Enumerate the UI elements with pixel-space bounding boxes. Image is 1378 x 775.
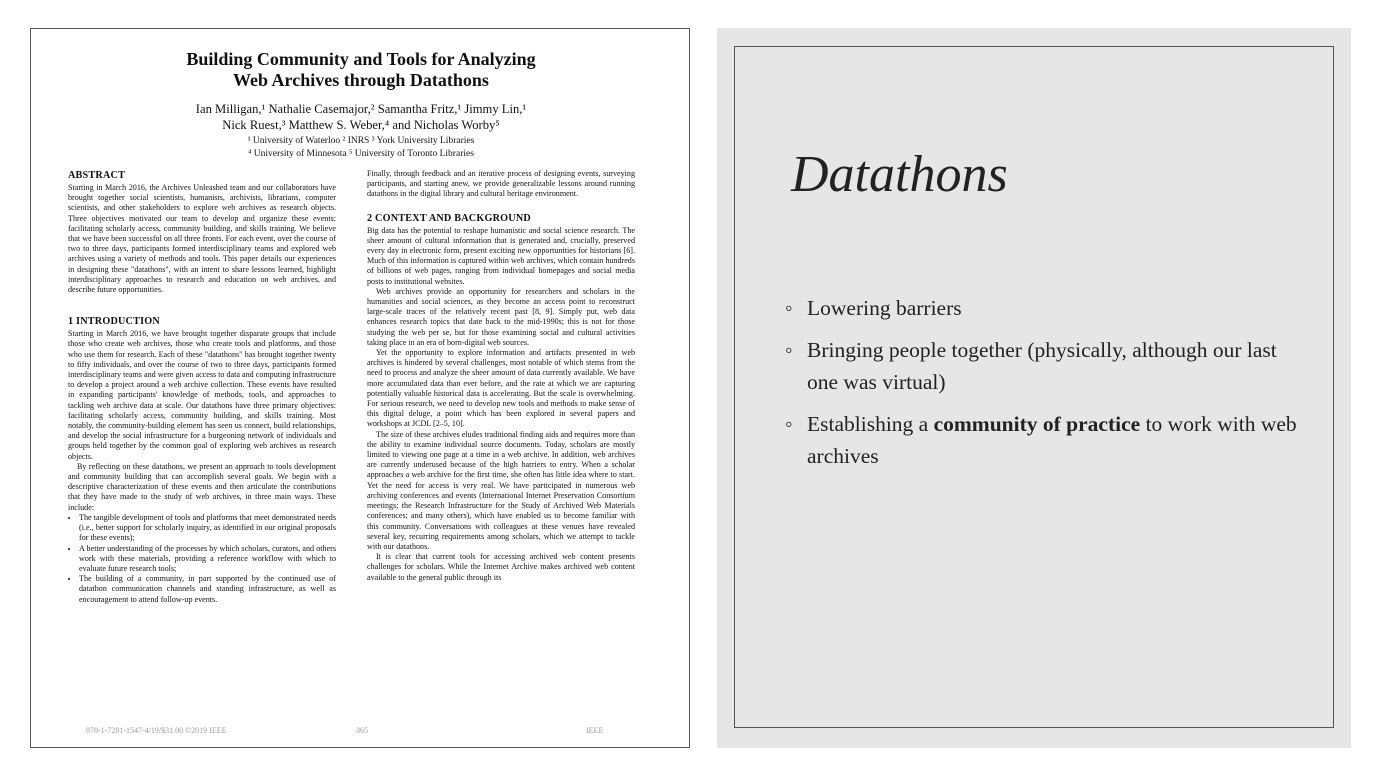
paper-left-column — [68, 169, 336, 605]
context-paragraph-1: Big data has the potential to reshape humanistic and social science research. The sheer amount of cultural information that is generated and, crucially, preserved every day in electronic form, present exciting new opportunities for historians [6]. Much of this information is captured within web archives, which contain hundreds of billions of web pages, ranging from individual homepages and social media posts to institutional websites. — [367, 225, 635, 286]
slide-bullet — [785, 408, 1305, 472]
abstract-text: Starting in March 2016, the Archives Unleashed team and our collaborators have brought together social scientists, humanists, archivists, librarians, computer scientists, and other stakeholders to explore web archives as research objects. Three objectives motivated our team to develop and organize these events: facilitating scholarly access, community building, and skills training. We believe that we have been successful on all three fronts. For each event, over the course of two to three days, participants formed interdisciplinary teams and explored web archives using a variety of methods and tools. This paper details our experiences in designing these "datathons", with an intent to share lessons learned, highlight interdisciplinary approaches to research and education on web archives, and describe future opportunities. — [68, 183, 336, 295]
slide-bullet-text: Bringing people together (physically, although our last one was virtual) — [807, 338, 1277, 394]
paper-title-line1: Building Community and Tools for Analyzing — [186, 49, 536, 69]
paper-right-column — [367, 169, 635, 583]
slide-bullet — [785, 292, 1305, 324]
paper-title-line2: Web Archives through Datathons — [233, 70, 489, 90]
introduction-bullet: • The building of a community, in part supported by the continued use of datathon communication channels and standing infrastructure, as well as encouragement to attend follow-up events. — [79, 574, 336, 605]
slide — [734, 46, 1334, 728]
introduction-heading: 1 INTRODUCTION — [68, 316, 160, 328]
paper-footer-page-number: 365 — [356, 726, 368, 735]
slide-title: Datathons — [791, 146, 1008, 203]
paper-footer-publisher: IEEE — [586, 726, 604, 735]
context-paragraph-4: The size of these archives eludes traditional finding aids and requires more than the ability to examine individual source documents. Today, scholars are mostly limited to viewing one page at a time in a web archive. In addition, web archives are currently underused because of the high barriers to entry. When a scholar approaches a web archive for the first time, she often has little idea where to start. Yet the need for access is very real. We have participated in numerous web archiving conferences and events (International Internet Preservation Consortium meetings; the Research Infrastructure for the Study of Archived Web Materials conferences; and many others), which have enabled us to become familiar with this community. Conversations with colleagues at these venues have revealed several key, recurring requirements among scholars, which we attempt to tackle with our datathons. — [367, 429, 635, 551]
slide-bullet-text: to work with web archives — [807, 412, 1297, 468]
slide-bullet — [785, 334, 1305, 398]
paper-affiliations-line2: ⁴ University of Minnesota ⁵ University of Toronto Libraries — [248, 149, 474, 159]
slide-bullet-emphasis: community of practice — [933, 412, 1141, 436]
paper-affiliations-line1: ¹ University of Waterloo ² INRS ³ York University Libraries — [247, 136, 475, 146]
context-paragraph-5: It is clear that current tools for accessing archived web content presents challenges for scholars. While the Internet Archive makes archived web content available to the general public through its — [367, 552, 635, 582]
paper-authors-line1: Ian Milligan,¹ Nathalie Casemajor,² Samantha Fritz,¹ Jimmy Lin,¹ — [195, 102, 527, 116]
introduction-bullet: • A better understanding of the processes by which scholars, curators, and others work with these materials, providing a reference workflow with which to evaluate future research tools; — [79, 544, 336, 575]
context-paragraph-3: Yet the opportunity to explore information and artifacts presented in web archives is hindered by several challenges, most notable of which stems from the need to process and analyze the sheer amount of data currently available. We have more accumulated data than ever before, and the rate at which we are capturing potentially valuable historical data is accelerating. But the scale is overwhelming. For serious research, we need to develop new tools and methods to make sense of this digital deluge, a point which has been explored in several papers and workshops at JCDL [2–5, 10]. — [367, 348, 635, 429]
introduction-bullet: • The tangible development of tools and platforms that meet demonstrated needs (i.e., better support for scholarly inquiry, as identified in our original proposals for these events); — [79, 513, 336, 544]
slide-bullet-list — [785, 292, 1305, 482]
slide-bullet-text: Lowering barriers — [807, 296, 962, 320]
context-paragraph-2: Web archives provide an opportunity for researchers and scholars in the humanities and social sciences, as they become an access point to reconstruct large-scale traces of the relatively recent past [8, 9]. Simply put, web data enhances research topics that date back to the mid-1990s; this is not for those studying the web per se, but for those examining social and cultural activities taking place in an era of born-digital web sources. — [367, 286, 635, 347]
abstract-heading: ABSTRACT — [68, 170, 126, 181]
context-heading: 2 CONTEXT AND BACKGROUND — [367, 212, 531, 224]
introduction-closing-paragraph: Finally, through feedback and an iterative process of designing events, surveying participants, and starting anew, we provide generalizable lessons around running datathons in the digital library and cultural heritage environment. — [367, 169, 635, 199]
introduction-paragraph-1: Starting in March 2016, we have brought together disparate groups that include those who create web archives, those who create tools and platforms, and those who use them for research. Each of these "datathons" has brought together twenty to fifty individuals, and over the course of two to three days, participants formed interdisciplinary teams and were given access to data and computing infrastructure to develop a project around a web archive collection. These events have resulted in expanding participants' knowledge of methods, tools, and approaches to tackling web archive data at scale. Our datathons have three primary objectives: facilitating scholarly access, community building, and skills training. Most notably, the community-building element has seen us connect, build relationships, and develop the social infrastructure for a burgeoning network of individuals and groups held together by the common goal of exploring web archives as research objects. — [68, 329, 336, 461]
paper-footer-isbn: 978-1-7281-1547-4/19/$31.00 ©2019 IEEE — [86, 726, 227, 735]
introduction-paragraph-2: By reflecting on these datathons, we present an approach to tools development and community building that can accomplish several goals. We begin with a descriptive characterization of these events and then articulate the contributions that they have made to the study of web archives, in three main ways. These include: — [68, 461, 336, 512]
slide-bullet-text: Establishing a — [807, 412, 934, 436]
paper-authors-line2: Nick Ruest,³ Matthew S. Weber,⁴ and Nicholas Worby⁵ — [222, 118, 500, 132]
paper-page — [30, 28, 690, 748]
introduction-bullet-list — [68, 513, 336, 605]
